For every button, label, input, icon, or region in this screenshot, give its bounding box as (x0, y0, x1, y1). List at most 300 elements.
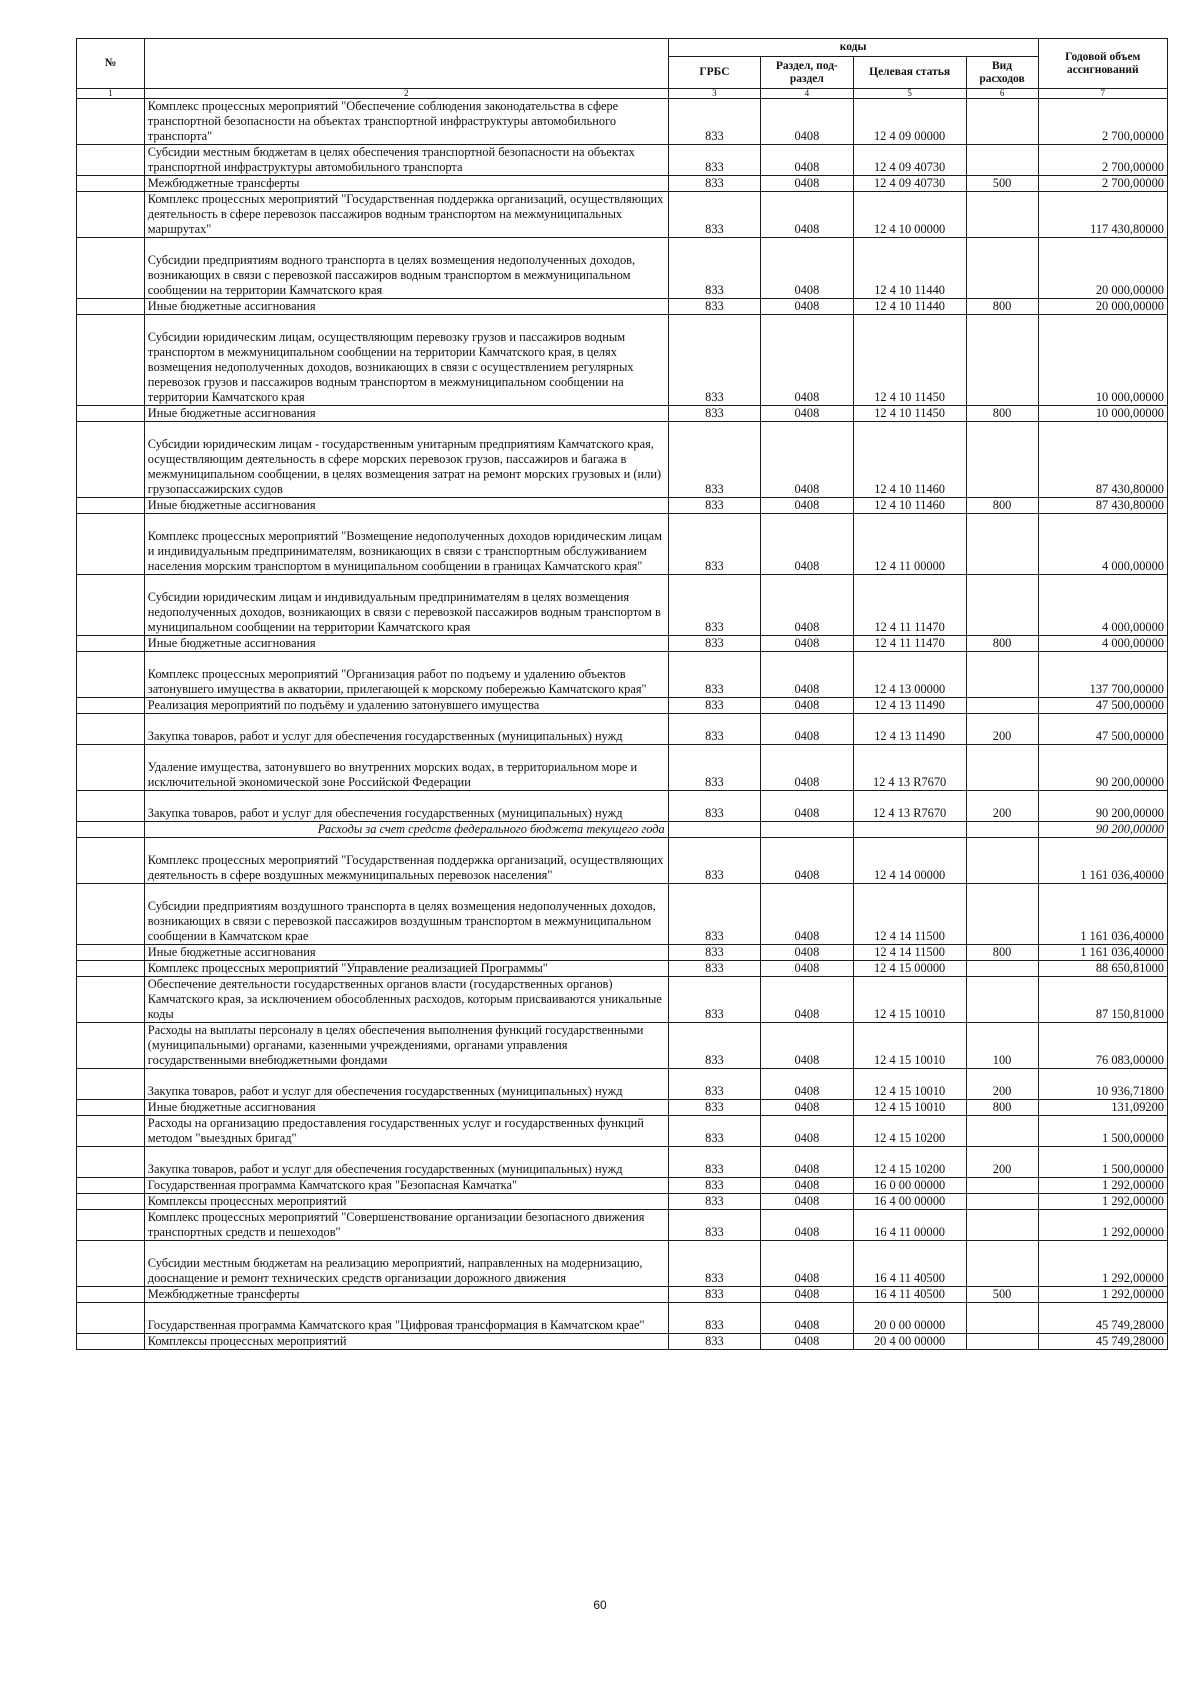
row-number-cell (77, 636, 145, 652)
grbs-cell: 833 (668, 1069, 760, 1100)
row-name-cell: Комплекс процессных мероприятий "Государственная поддержка организаций, осуществляющих деятельность в сфере перевозок пассажиров водным транспортом на межмуниципальных маршрутах" (144, 192, 668, 238)
annual-volume-cell: 117 430,80000 (1038, 192, 1167, 238)
table-row (77, 961, 1168, 977)
row-name-cell: Межбюджетные трансферты (144, 1287, 668, 1303)
header-number: № (77, 39, 145, 89)
razdel-cell: 0408 (761, 652, 853, 698)
expense-type-cell (966, 884, 1038, 945)
annual-volume-cell: 10 000,00000 (1038, 406, 1167, 422)
row-number-cell (77, 1194, 145, 1210)
razdel-cell: 0408 (761, 745, 853, 791)
target-article-cell: 12 4 09 40730 (853, 145, 966, 176)
target-article-cell: 12 4 15 10200 (853, 1116, 966, 1147)
grbs-cell: 833 (668, 1303, 760, 1334)
table-row (77, 1287, 1168, 1303)
annual-volume-cell: 1 500,00000 (1038, 1116, 1167, 1147)
target-article-cell: 16 4 11 40500 (853, 1241, 966, 1287)
table-row (77, 575, 1168, 636)
table-row (77, 884, 1168, 945)
expense-type-cell (966, 514, 1038, 575)
expense-type-cell (966, 698, 1038, 714)
row-number-cell (77, 945, 145, 961)
grbs-cell: 833 (668, 498, 760, 514)
annual-volume-cell: 2 700,00000 (1038, 145, 1167, 176)
row-name-cell: Иные бюджетные ассигнования (144, 945, 668, 961)
header-expense-type: Вид расходов (966, 57, 1038, 89)
header-target-article: Целевая статья (853, 57, 966, 89)
expense-type-cell (966, 315, 1038, 406)
grbs-cell: 833 (668, 652, 760, 698)
expense-type-cell (966, 745, 1038, 791)
razdel-cell: 0408 (761, 636, 853, 652)
target-article-cell (853, 822, 966, 838)
table-row (77, 698, 1168, 714)
budget-sheet (76, 38, 1168, 1350)
grbs-cell: 833 (668, 1100, 760, 1116)
row-name-cell: Комплекс процессных мероприятий "Организация работ по подъему и удалению объектов затонувшего имущества в акватории, прилегающей к морскому побережью Камчатского края" (144, 652, 668, 698)
table-row (77, 514, 1168, 575)
razdel-cell: 0408 (761, 884, 853, 945)
grbs-cell: 833 (668, 575, 760, 636)
row-number-cell (77, 652, 145, 698)
annual-volume-cell: 4 000,00000 (1038, 575, 1167, 636)
grbs-cell: 833 (668, 238, 760, 299)
grbs-cell: 833 (668, 192, 760, 238)
expense-type-cell: 100 (966, 1023, 1038, 1069)
row-number-cell (77, 1241, 145, 1287)
razdel-cell (761, 822, 853, 838)
row-name-cell: Комплекс процессных мероприятий "Обеспечение соблюдения законодательства в сфере транспортной безопасности на объектах транспортной инфраструктуры автомобильного транспорта" (144, 99, 668, 145)
razdel-cell: 0408 (761, 1023, 853, 1069)
grbs-cell: 833 (668, 99, 760, 145)
grbs-cell: 833 (668, 791, 760, 822)
row-number-cell (77, 315, 145, 406)
table-row (77, 1116, 1168, 1147)
column-number: 3 (668, 89, 760, 99)
header-name (144, 39, 668, 89)
annual-volume-cell: 1 292,00000 (1038, 1210, 1167, 1241)
annual-volume-cell: 90 200,00000 (1038, 791, 1167, 822)
row-number-cell (77, 1147, 145, 1178)
annual-volume-cell: 10 000,00000 (1038, 315, 1167, 406)
row-name-cell: Государственная программа Камчатского края "Цифровая трансформация в Камчатском крае" (144, 1303, 668, 1334)
razdel-cell: 0408 (761, 422, 853, 498)
table-row (77, 422, 1168, 498)
annual-volume-cell: 2 700,00000 (1038, 99, 1167, 145)
target-article-cell: 12 4 11 00000 (853, 514, 966, 575)
grbs-cell: 833 (668, 145, 760, 176)
grbs-cell: 833 (668, 1194, 760, 1210)
header-annual-volume: Годовой объем ассигнований (1038, 39, 1167, 89)
annual-volume-cell: 87 430,80000 (1038, 498, 1167, 514)
target-article-cell: 20 0 00 00000 (853, 1303, 966, 1334)
table-row (77, 791, 1168, 822)
expense-type-cell (966, 1210, 1038, 1241)
row-name-cell: Субсидии местным бюджетам на реализацию мероприятий, направленных на модернизацию, дооснащение и ремонт технических средств организации дорожного движения (144, 1241, 668, 1287)
razdel-cell: 0408 (761, 299, 853, 315)
table-row (77, 714, 1168, 745)
expense-type-cell (966, 192, 1038, 238)
target-article-cell: 16 4 11 00000 (853, 1210, 966, 1241)
annual-volume-cell: 4 000,00000 (1038, 514, 1167, 575)
razdel-cell: 0408 (761, 714, 853, 745)
razdel-cell: 0408 (761, 791, 853, 822)
expense-type-cell (966, 99, 1038, 145)
expense-type-cell: 800 (966, 498, 1038, 514)
grbs-cell: 833 (668, 961, 760, 977)
target-article-cell: 12 4 10 00000 (853, 192, 966, 238)
table-row (77, 977, 1168, 1023)
target-article-cell: 12 4 10 11460 (853, 498, 966, 514)
target-article-cell: 12 4 15 10200 (853, 1147, 966, 1178)
column-number-row (77, 89, 1168, 99)
row-name-cell: Расходы на организацию предоставления государственных услуг и государственных функций методом "выездных бригад" (144, 1116, 668, 1147)
expense-type-cell (966, 961, 1038, 977)
row-number-cell (77, 99, 145, 145)
row-name-cell: Комплексы процессных мероприятий (144, 1334, 668, 1350)
razdel-cell: 0408 (761, 698, 853, 714)
annual-volume-cell: 20 000,00000 (1038, 238, 1167, 299)
expense-type-cell: 200 (966, 1069, 1038, 1100)
expense-type-cell (966, 822, 1038, 838)
grbs-cell: 833 (668, 514, 760, 575)
row-name-cell: Иные бюджетные ассигнования (144, 636, 668, 652)
row-number-cell (77, 1023, 145, 1069)
annual-volume-cell: 90 200,00000 (1038, 745, 1167, 791)
row-number-cell (77, 192, 145, 238)
column-number: 6 (966, 89, 1038, 99)
row-name-cell: Расходы за счет средств федерального бюджета текущего года (144, 822, 668, 838)
row-name-cell: Расходы на выплаты персоналу в целях обеспечения выполнения функций государственными (муниципальными) органами, казенными учреждениями, органами управления государственными внебюджетными фондами (144, 1023, 668, 1069)
expense-type-cell: 200 (966, 1147, 1038, 1178)
razdel-cell: 0408 (761, 498, 853, 514)
row-number-cell (77, 1116, 145, 1147)
row-number-cell (77, 575, 145, 636)
row-number-cell (77, 1178, 145, 1194)
annual-volume-cell: 137 700,00000 (1038, 652, 1167, 698)
annual-volume-cell: 1 292,00000 (1038, 1287, 1167, 1303)
column-number: 7 (1038, 89, 1167, 99)
page-number: 60 (593, 1598, 607, 1612)
row-number-cell (77, 514, 145, 575)
grbs-cell: 833 (668, 745, 760, 791)
grbs-cell: 833 (668, 1116, 760, 1147)
razdel-cell: 0408 (761, 961, 853, 977)
column-number: 2 (144, 89, 668, 99)
annual-volume-cell: 87 430,80000 (1038, 422, 1167, 498)
grbs-cell (668, 822, 760, 838)
annual-volume-cell: 1 292,00000 (1038, 1241, 1167, 1287)
row-number-cell (77, 1210, 145, 1241)
expense-type-cell (966, 575, 1038, 636)
expense-type-cell (966, 1116, 1038, 1147)
budget-table (76, 38, 1168, 1350)
target-article-cell: 16 4 00 00000 (853, 1194, 966, 1210)
razdel-cell: 0408 (761, 238, 853, 299)
table-row (77, 1100, 1168, 1116)
row-name-cell: Комплексы процессных мероприятий (144, 1194, 668, 1210)
razdel-cell: 0408 (761, 406, 853, 422)
target-article-cell: 12 4 10 11460 (853, 422, 966, 498)
row-name-cell: Закупка товаров, работ и услуг для обеспечения государственных (муниципальных) нужд (144, 1069, 668, 1100)
grbs-cell: 833 (668, 176, 760, 192)
razdel-cell: 0408 (761, 977, 853, 1023)
row-number-cell (77, 406, 145, 422)
row-name-cell: Субсидии предприятиям воздушного транспорта в целях возмещения недополученных доходов, возникающих в связи с перевозкой пассажиров воздушным транспортом в межмуниципальном сообщении в Камчатском крае (144, 884, 668, 945)
row-name-cell: Государственная программа Камчатского края "Безопасная Камчатка" (144, 1178, 668, 1194)
target-article-cell: 12 4 13 11490 (853, 714, 966, 745)
annual-volume-cell: 76 083,00000 (1038, 1023, 1167, 1069)
annual-volume-cell: 2 700,00000 (1038, 176, 1167, 192)
annual-volume-cell: 1 292,00000 (1038, 1194, 1167, 1210)
row-number-cell (77, 698, 145, 714)
grbs-cell: 833 (668, 1210, 760, 1241)
target-article-cell: 20 4 00 00000 (853, 1334, 966, 1350)
table-row (77, 99, 1168, 145)
grbs-cell: 833 (668, 315, 760, 406)
target-article-cell: 12 4 11 11470 (853, 636, 966, 652)
razdel-cell: 0408 (761, 1100, 853, 1116)
row-number-cell (77, 745, 145, 791)
row-name-cell: Закупка товаров, работ и услуг для обеспечения государственных (муниципальных) нужд (144, 791, 668, 822)
row-name-cell: Иные бюджетные ассигнования (144, 299, 668, 315)
razdel-cell: 0408 (761, 145, 853, 176)
annual-volume-cell: 20 000,00000 (1038, 299, 1167, 315)
target-article-cell: 12 4 10 11440 (853, 299, 966, 315)
table-row (77, 1023, 1168, 1069)
table-row (77, 1178, 1168, 1194)
row-name-cell: Иные бюджетные ассигнования (144, 498, 668, 514)
row-number-cell (77, 714, 145, 745)
grbs-cell: 833 (668, 1147, 760, 1178)
row-name-cell: Субсидии местным бюджетам в целях обеспечения транспортной безопасности на объектах транспортной инфраструктуры автомобильного транспорта (144, 145, 668, 176)
row-name-cell: Удаление имущества, затонувшего во внутренних морских водах, в территориальном море и исключительной экономической зоне Российской Федерации (144, 745, 668, 791)
row-number-cell (77, 977, 145, 1023)
expense-type-cell (966, 1178, 1038, 1194)
header-codes: коды (668, 39, 1038, 57)
grbs-cell: 833 (668, 698, 760, 714)
grbs-cell: 833 (668, 977, 760, 1023)
razdel-cell: 0408 (761, 192, 853, 238)
razdel-cell: 0408 (761, 945, 853, 961)
row-name-cell: Комплекс процессных мероприятий "Совершенствование организации безопасного движения транспортных средств и пешеходов" (144, 1210, 668, 1241)
row-number-cell (77, 145, 145, 176)
column-number: 4 (761, 89, 853, 99)
row-number-cell (77, 176, 145, 192)
row-number-cell (77, 884, 145, 945)
target-article-cell: 12 4 13 00000 (853, 652, 966, 698)
annual-volume-cell: 1 500,00000 (1038, 1147, 1167, 1178)
razdel-cell: 0408 (761, 1334, 853, 1350)
row-number-cell (77, 1100, 145, 1116)
target-article-cell: 12 4 09 00000 (853, 99, 966, 145)
table-row (77, 945, 1168, 961)
table-body (77, 99, 1168, 1350)
expense-type-cell: 800 (966, 406, 1038, 422)
row-name-cell: Субсидии юридическим лицам, осуществляющим перевозку грузов и пассажиров водным транспортом в межмуниципальном сообщении на территории Камчатского края, в целях возмещения недополученных доходов, возникающих в связи с осуществлением регулярных перевозок грузов и пассажиров водным транспортом в межмуниципальном сообщении на территории Камчатского края (144, 315, 668, 406)
row-number-cell (77, 238, 145, 299)
razdel-cell: 0408 (761, 1194, 853, 1210)
target-article-cell: 12 4 13 11490 (853, 698, 966, 714)
row-number-cell (77, 299, 145, 315)
expense-type-cell (966, 422, 1038, 498)
razdel-cell: 0408 (761, 575, 853, 636)
row-number-cell (77, 1287, 145, 1303)
column-number: 1 (77, 89, 145, 99)
target-article-cell: 16 0 00 00000 (853, 1178, 966, 1194)
expense-type-cell: 800 (966, 299, 1038, 315)
annual-volume-cell: 1 161 036,40000 (1038, 838, 1167, 884)
table-row (77, 192, 1168, 238)
target-article-cell: 12 4 13 R7670 (853, 791, 966, 822)
table-row (77, 1334, 1168, 1350)
target-article-cell: 12 4 09 40730 (853, 176, 966, 192)
target-article-cell: 12 4 14 11500 (853, 945, 966, 961)
expense-type-cell (966, 145, 1038, 176)
row-name-cell: Закупка товаров, работ и услуг для обеспечения государственных (муниципальных) нужд (144, 714, 668, 745)
grbs-cell: 833 (668, 1023, 760, 1069)
annual-volume-cell: 1 161 036,40000 (1038, 884, 1167, 945)
annual-volume-cell: 131,09200 (1038, 1100, 1167, 1116)
row-number-cell (77, 1069, 145, 1100)
annual-volume-cell: 4 000,00000 (1038, 636, 1167, 652)
grbs-cell: 833 (668, 714, 760, 745)
razdel-cell: 0408 (761, 514, 853, 575)
expense-type-cell (966, 1194, 1038, 1210)
expense-type-cell (966, 838, 1038, 884)
razdel-cell: 0408 (761, 315, 853, 406)
table-row (77, 406, 1168, 422)
grbs-cell: 833 (668, 299, 760, 315)
table-header (77, 39, 1168, 99)
annual-volume-cell: 88 650,81000 (1038, 961, 1167, 977)
row-name-cell: Межбюджетные трансферты (144, 176, 668, 192)
column-number: 5 (853, 89, 966, 99)
razdel-cell: 0408 (761, 99, 853, 145)
target-article-cell: 12 4 15 10010 (853, 1100, 966, 1116)
row-name-cell: Иные бюджетные ассигнования (144, 1100, 668, 1116)
table-row (77, 1303, 1168, 1334)
table-row (77, 838, 1168, 884)
grbs-cell: 833 (668, 945, 760, 961)
table-row (77, 1147, 1168, 1178)
table-row (77, 636, 1168, 652)
row-number-cell (77, 1303, 145, 1334)
razdel-cell: 0408 (761, 838, 853, 884)
table-row (77, 315, 1168, 406)
annual-volume-cell: 45 749,28000 (1038, 1303, 1167, 1334)
target-article-cell: 12 4 11 11470 (853, 575, 966, 636)
razdel-cell: 0408 (761, 1069, 853, 1100)
row-name-cell: Обеспечение деятельности государственных органов власти (государственных органов) Камчатского края, за исключением обособленных расходов, которым присваиваются уникальные коды (144, 977, 668, 1023)
row-number-cell (77, 1334, 145, 1350)
razdel-cell: 0408 (761, 1287, 853, 1303)
grbs-cell: 833 (668, 1334, 760, 1350)
razdel-cell: 0408 (761, 1210, 853, 1241)
row-number-cell (77, 822, 145, 838)
row-name-cell: Субсидии юридическим лицам - государственным унитарным предприятиям Камчатского края, осуществляющим деятельность в сфере морских перевозок грузов, пассажиров и багажа в межмуниципальном сообщении, в целях возмещения затрат на ремонт морских грузовых и (или) грузопассажирских судов (144, 422, 668, 498)
expense-type-cell (966, 238, 1038, 299)
grbs-cell: 833 (668, 406, 760, 422)
target-article-cell: 12 4 15 10010 (853, 1069, 966, 1100)
razdel-cell: 0408 (761, 1147, 853, 1178)
row-name-cell: Реализация мероприятий по подъёму и удалению затонувшего имущества (144, 698, 668, 714)
target-article-cell: 12 4 10 11450 (853, 315, 966, 406)
row-name-cell: Субсидии предприятиям водного транспорта в целях возмещения недополученных доходов, возникающих в связи с перевозкой пассажиров водным транспортом в межмуниципальном сообщении на территории Камчатского края (144, 238, 668, 299)
expense-type-cell: 200 (966, 791, 1038, 822)
razdel-cell: 0408 (761, 1178, 853, 1194)
target-article-cell: 12 4 14 00000 (853, 838, 966, 884)
grbs-cell: 833 (668, 838, 760, 884)
row-number-cell (77, 838, 145, 884)
table-row (77, 1210, 1168, 1241)
table-row (77, 238, 1168, 299)
expense-type-cell (966, 652, 1038, 698)
expense-type-cell (966, 977, 1038, 1023)
razdel-cell: 0408 (761, 1241, 853, 1287)
row-name-cell: Комплекс процессных мероприятий "Государственная поддержка организаций, осуществляющих деятельность в сфере воздушных межмуниципальных перевозок населения" (144, 838, 668, 884)
annual-volume-cell: 47 500,00000 (1038, 698, 1167, 714)
grbs-cell: 833 (668, 636, 760, 652)
target-article-cell: 12 4 14 11500 (853, 884, 966, 945)
grbs-cell: 833 (668, 1287, 760, 1303)
header-grbs: ГРБС (668, 57, 760, 89)
target-article-cell: 12 4 15 10010 (853, 977, 966, 1023)
grbs-cell: 833 (668, 1178, 760, 1194)
target-article-cell: 12 4 15 00000 (853, 961, 966, 977)
row-name-cell: Комплекс процессных мероприятий "Управление реализацией Программы" (144, 961, 668, 977)
table-row (77, 1241, 1168, 1287)
target-article-cell: 12 4 13 R7670 (853, 745, 966, 791)
table-row (77, 176, 1168, 192)
table-row (77, 652, 1168, 698)
grbs-cell: 833 (668, 1241, 760, 1287)
annual-volume-cell: 87 150,81000 (1038, 977, 1167, 1023)
row-number-cell (77, 498, 145, 514)
annual-volume-cell: 47 500,00000 (1038, 714, 1167, 745)
annual-volume-cell: 1 161 036,40000 (1038, 945, 1167, 961)
row-number-cell (77, 791, 145, 822)
table-row (77, 745, 1168, 791)
table-row (77, 299, 1168, 315)
row-number-cell (77, 422, 145, 498)
target-article-cell: 12 4 10 11440 (853, 238, 966, 299)
grbs-cell: 833 (668, 884, 760, 945)
expense-type-cell: 200 (966, 714, 1038, 745)
annual-volume-cell: 90 200,00000 (1038, 822, 1167, 838)
expense-type-cell: 500 (966, 176, 1038, 192)
annual-volume-cell: 45 749,28000 (1038, 1334, 1167, 1350)
expense-type-cell (966, 1303, 1038, 1334)
table-row (77, 1194, 1168, 1210)
razdel-cell: 0408 (761, 1303, 853, 1334)
annual-volume-cell: 10 936,71800 (1038, 1069, 1167, 1100)
expense-type-cell: 500 (966, 1287, 1038, 1303)
table-row (77, 822, 1168, 838)
row-number-cell (77, 961, 145, 977)
row-name-cell: Комплекс процессных мероприятий "Возмещение недополученных доходов юридическим лицам и индивидуальным предпринимателям, возникающих в связи с транспортным обслуживанием населения морским транспортом в муниципальном сообщении в границах Камчатского края" (144, 514, 668, 575)
razdel-cell: 0408 (761, 1116, 853, 1147)
expense-type-cell: 800 (966, 1100, 1038, 1116)
razdel-cell: 0408 (761, 176, 853, 192)
header-razdel: Раздел, под-раздел (761, 57, 853, 89)
row-name-cell: Субсидии юридическим лицам и индивидуальным предпринимателям в целях возмещения недополученных доходов, возникающих в связи с перевозкой пассажиров водным транспортом в муниципальном сообщении на территории Камчатского края (144, 575, 668, 636)
table-row (77, 1069, 1168, 1100)
expense-type-cell: 800 (966, 636, 1038, 652)
table-row (77, 498, 1168, 514)
target-article-cell: 16 4 11 40500 (853, 1287, 966, 1303)
expense-type-cell (966, 1334, 1038, 1350)
